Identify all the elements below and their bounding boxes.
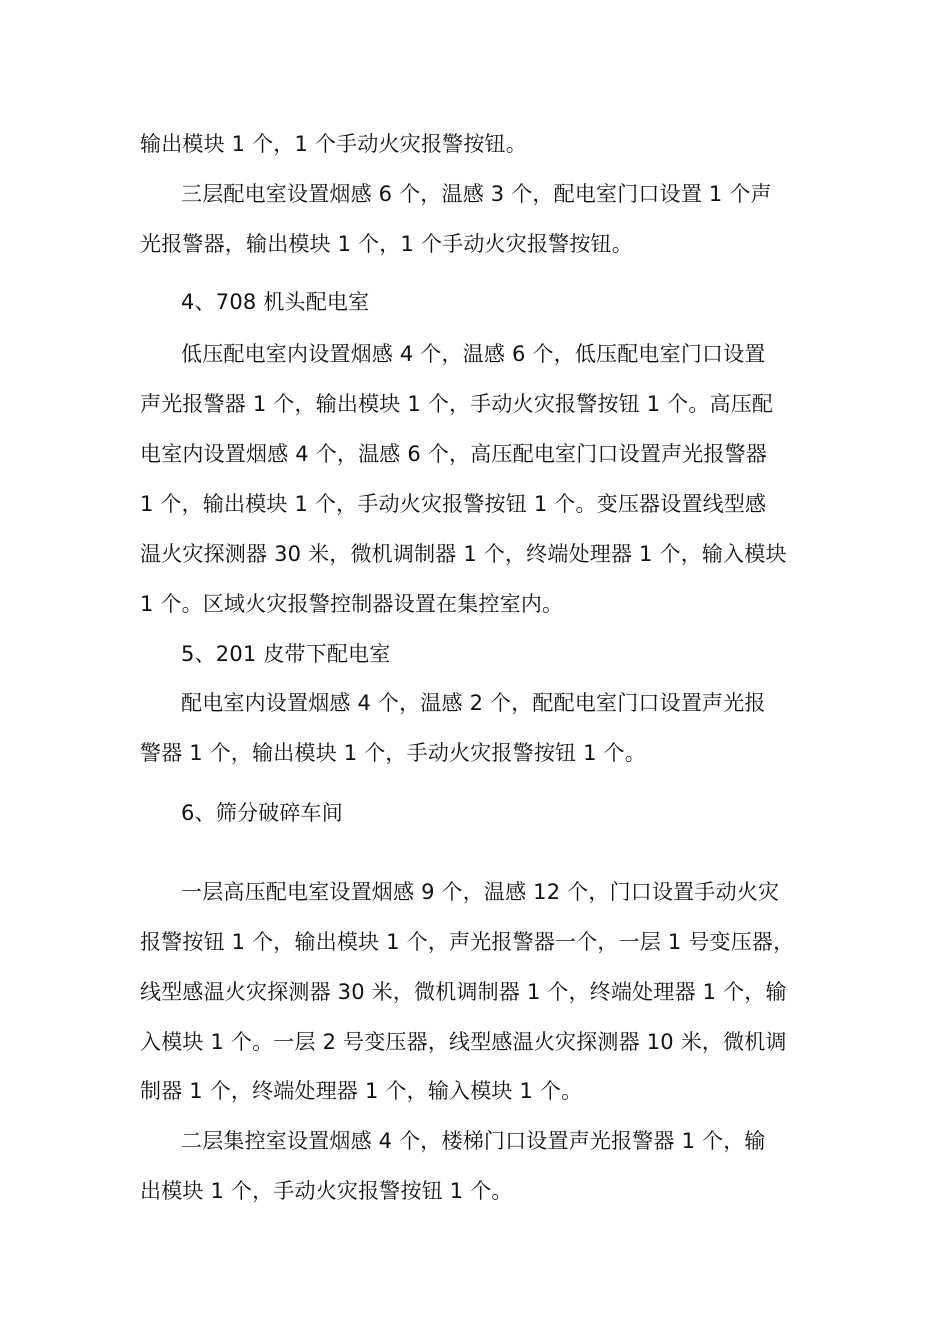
paragraph-line: 制器 1 个，终端处理器 1 个，输入模块 1 个。 xyxy=(140,1079,583,1103)
section-heading: 5、201 皮带下配电室 xyxy=(181,642,391,666)
paragraph-line: 报警按钮 1 个，输出模块 1 个，声光报警器一个，一层 1 号变压器， xyxy=(140,930,795,954)
paragraph-line: 1 个，输出模块 1 个，手动火灾报警按钮 1 个。变压器设置线型感 xyxy=(140,492,767,516)
paragraph-line: 警器 1 个，输出模块 1 个，手动火灾报警按钮 1 个。 xyxy=(140,741,646,765)
paragraph-line: 电室内设置烟感 4 个，温感 6 个，高压配电室门口设置声光报警器 xyxy=(140,442,768,466)
paragraph-line: 声光报警器 1 个，输出模块 1 个，手动火灾报警按钮 1 个。高压配 xyxy=(140,392,774,416)
paragraph-line: 二层集控室设置烟感 4 个，楼梯门口设置声光报警器 1 个，输 xyxy=(181,1129,766,1153)
paragraph-line: 出模块 1 个，手动火灾报警按钮 1 个。 xyxy=(140,1179,513,1203)
paragraph-line: 温火灾探测器 30 米，微机调制器 1 个，终端处理器 1 个，输入模块 xyxy=(140,542,787,566)
paragraph-line: 配电室内设置烟感 4 个，温感 2 个，配配电室门口设置声光报 xyxy=(181,691,766,715)
paragraph-line: 线型感温火灾探测器 30 米，微机调制器 1 个，终端处理器 1 个，输 xyxy=(140,980,787,1004)
paragraph-line: 三层配电室设置烟感 6 个，温感 3 个，配电室门口设置 1 个声 xyxy=(181,182,772,206)
paragraph-line: 入模块 1 个。一层 2 号变压器，线型感温火灾探测器 10 米，微机调 xyxy=(140,1030,787,1054)
section-heading: 6、筛分破碎车间 xyxy=(181,801,343,825)
paragraph-line: 输出模块 1 个，1 个手动火灾报警按钮。 xyxy=(140,132,527,156)
paragraph-line: 1 个。区域火灾报警控制器设置在集控室内。 xyxy=(140,592,564,616)
section-heading: 4、708 机头配电室 xyxy=(181,290,370,314)
paragraph-line: 低压配电室内设置烟感 4 个，温感 6 个，低压配电室门口设置 xyxy=(181,342,766,366)
paragraph-line: 一层高压配电室设置烟感 9 个，温感 12 个，门口设置手动火灾 xyxy=(181,880,780,904)
paragraph-line: 光报警器，输出模块 1 个，1 个手动火灾报警按钮。 xyxy=(140,232,633,256)
